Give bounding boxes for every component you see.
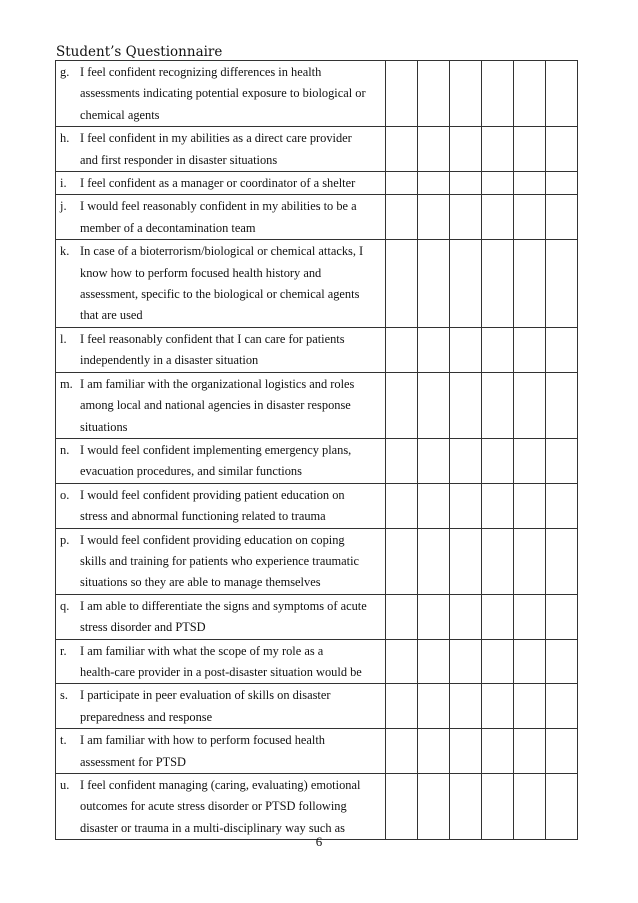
- item-text-line: I participate in peer evaluation of skills on disaster: [80, 688, 331, 703]
- rating-box-3[interactable]: [450, 172, 482, 195]
- item-text-line: situations so they are able to manage themselves: [80, 575, 321, 590]
- rating-box-6[interactable]: [546, 438, 578, 483]
- item-text-line: independently in a disaster situation: [80, 353, 259, 368]
- item-letter: o.: [60, 487, 70, 502]
- item-text-line: chemical agents: [80, 107, 160, 122]
- item-text-line: know how to perform focused health history and: [80, 265, 322, 280]
- rating-box-3[interactable]: [450, 327, 482, 372]
- item-text: [80, 485, 381, 528]
- rating-box-3[interactable]: [450, 684, 482, 729]
- rating-box-4[interactable]: [482, 483, 514, 528]
- rating-box-5[interactable]: [514, 172, 546, 195]
- rating-box-2[interactable]: [418, 240, 450, 328]
- item-letter: l.: [60, 331, 67, 346]
- rating-box-3[interactable]: [450, 483, 482, 528]
- rating-box-5[interactable]: [514, 127, 546, 172]
- item-text-line: outcomes for acute stress disorder or PTSD following: [80, 799, 347, 814]
- item-text-line: stress disorder and PTSD: [80, 620, 206, 635]
- table-row: [56, 774, 578, 840]
- rating-box-3[interactable]: [450, 195, 482, 240]
- table-row: [56, 240, 578, 328]
- question-cell: [56, 61, 386, 127]
- rating-box-2[interactable]: [418, 639, 450, 684]
- rating-box-5[interactable]: [514, 327, 546, 372]
- question-cell: [56, 127, 386, 172]
- table-row: [56, 438, 578, 483]
- item-text-line: I would feel confident implementing emergency plans,: [80, 442, 352, 457]
- rating-box-6[interactable]: [546, 684, 578, 729]
- page-number: 6: [315, 834, 323, 849]
- page-title: Student’s Questionnaire: [56, 44, 223, 60]
- rating-box-2[interactable]: [418, 684, 450, 729]
- item-letter: u.: [60, 778, 70, 792]
- rating-box-6[interactable]: [546, 127, 578, 172]
- question-cell: [56, 483, 386, 528]
- rating-box-3[interactable]: [450, 438, 482, 483]
- item-text: [80, 440, 381, 483]
- item-text-line: skills and training for patients who experience traumatic: [80, 553, 360, 568]
- rating-box-5[interactable]: [514, 195, 546, 240]
- rating-box-4[interactable]: [482, 61, 514, 127]
- item-letter: m.: [60, 376, 73, 391]
- rating-box-2[interactable]: [418, 528, 450, 594]
- item-text-line: assessment, specific to the biological or chemical agents: [80, 287, 360, 302]
- item-letter: s.: [60, 688, 68, 703]
- rating-box-3[interactable]: [450, 528, 482, 594]
- item-text: [80, 62, 381, 126]
- item-text: [80, 530, 381, 594]
- item-letter: g.: [60, 65, 70, 79]
- rating-box-1[interactable]: [386, 528, 418, 594]
- question-cell: [56, 372, 386, 438]
- item-text-line: I feel confident as a manager or coordinator of a shelter: [80, 176, 356, 191]
- item-text-line: I am familiar with the organizational logistics and roles: [80, 376, 355, 391]
- item-text: [80, 730, 381, 773]
- item-letter: j.: [60, 199, 67, 214]
- rating-box-2[interactable]: [418, 327, 450, 372]
- item-text-line: I feel confident in my abilities as a direct care provider: [80, 131, 352, 146]
- rating-box-6[interactable]: [546, 172, 578, 195]
- rating-box-4[interactable]: [482, 127, 514, 172]
- item-letter: p.: [60, 532, 70, 547]
- rating-box-1[interactable]: [386, 774, 418, 840]
- rating-box-3[interactable]: [450, 127, 482, 172]
- rating-box-6[interactable]: [546, 372, 578, 438]
- rating-box-1[interactable]: [386, 684, 418, 729]
- item-text-line: disaster or trauma in a multi-disciplinary way such as: [80, 820, 345, 835]
- item-text-line: that are used: [80, 308, 143, 323]
- item-text-line: evacuation procedures, and similar functions: [80, 464, 302, 479]
- rating-box-5[interactable]: [514, 438, 546, 483]
- question-cell: [56, 195, 386, 240]
- rating-box-1[interactable]: [386, 639, 418, 684]
- item-text-line: assessments indicating potential exposure to biological or: [80, 86, 366, 101]
- rating-box-3[interactable]: [450, 61, 482, 127]
- item-text: [80, 641, 381, 684]
- question-cell: [56, 594, 386, 639]
- item-text: [80, 329, 381, 372]
- question-cell: [56, 438, 386, 483]
- rating-box-5[interactable]: [514, 774, 546, 840]
- rating-box-4[interactable]: [482, 240, 514, 328]
- rating-box-1[interactable]: [386, 327, 418, 372]
- rating-box-2[interactable]: [418, 729, 450, 774]
- item-text-line: situations: [80, 419, 128, 434]
- rating-box-1[interactable]: [386, 240, 418, 328]
- rating-box-1[interactable]: [386, 172, 418, 195]
- rating-box-2[interactable]: [418, 61, 450, 127]
- question-cell: [56, 684, 386, 729]
- item-text-line: member of a decontamination team: [80, 220, 256, 235]
- rating-box-5[interactable]: [514, 684, 546, 729]
- item-letter: q.: [60, 598, 70, 613]
- rating-box-6[interactable]: [546, 594, 578, 639]
- rating-box-4[interactable]: [482, 528, 514, 594]
- rating-box-6[interactable]: [546, 61, 578, 127]
- question-cell: [56, 639, 386, 684]
- rating-box-3[interactable]: [450, 729, 482, 774]
- item-text-line: preparedness and response: [80, 709, 213, 724]
- item-text-line: I feel confident recognizing differences in health: [80, 65, 322, 79]
- rating-box-2[interactable]: [418, 438, 450, 483]
- item-text-line: I would feel confident providing patient education on: [80, 487, 345, 502]
- question-cell: [56, 327, 386, 372]
- questionnaire-table: [55, 60, 578, 840]
- rating-box-5[interactable]: [514, 372, 546, 438]
- rating-box-4[interactable]: [482, 172, 514, 195]
- question-cell: [56, 774, 386, 840]
- rating-box-1[interactable]: [386, 594, 418, 639]
- table-row: [56, 372, 578, 438]
- rating-box-2[interactable]: [418, 372, 450, 438]
- rating-box-2[interactable]: [418, 127, 450, 172]
- item-text-line: I feel confident managing (caring, evaluating) emotional: [80, 778, 361, 792]
- item-text-line: I would feel reasonably confident in my abilities to be a: [80, 199, 357, 214]
- rating-box-5[interactable]: [514, 594, 546, 639]
- item-text-line: and first responder in disaster situations: [80, 152, 278, 167]
- rating-box-6[interactable]: [546, 774, 578, 840]
- rating-box-3[interactable]: [450, 639, 482, 684]
- item-text-line: I am able to differentiate the signs and symptoms of acute: [80, 598, 367, 613]
- rating-box-4[interactable]: [482, 684, 514, 729]
- rating-box-2[interactable]: [418, 483, 450, 528]
- rating-box-5[interactable]: [514, 240, 546, 328]
- item-text: [80, 685, 381, 728]
- rating-box-4[interactable]: [482, 774, 514, 840]
- rating-box-6[interactable]: [546, 195, 578, 240]
- rating-box-6[interactable]: [546, 240, 578, 328]
- question-cell: [56, 528, 386, 594]
- rating-box-3[interactable]: [450, 774, 482, 840]
- item-text: [80, 196, 381, 239]
- rating-box-1[interactable]: [386, 195, 418, 240]
- item-text-line: In case of a bioterrorism/biological or chemical attacks, I: [80, 244, 364, 259]
- rating-box-3[interactable]: [450, 372, 482, 438]
- rating-box-2[interactable]: [418, 774, 450, 840]
- rating-box-6[interactable]: [546, 729, 578, 774]
- question-cell: [56, 172, 386, 195]
- rating-box-6[interactable]: [546, 327, 578, 372]
- item-letter: i.: [60, 176, 67, 191]
- rating-box-6[interactable]: [546, 483, 578, 528]
- rating-box-1[interactable]: [386, 61, 418, 127]
- item-letter: h.: [60, 131, 70, 146]
- rating-box-2[interactable]: [418, 195, 450, 240]
- item-text: [80, 173, 381, 194]
- rating-box-1[interactable]: [386, 438, 418, 483]
- item-letter: n.: [60, 442, 70, 457]
- rating-box-4[interactable]: [482, 639, 514, 684]
- table-row: [56, 639, 578, 684]
- table-row: [56, 684, 578, 729]
- rating-box-4[interactable]: [482, 195, 514, 240]
- rating-box-4[interactable]: [482, 327, 514, 372]
- table-row: [56, 729, 578, 774]
- item-text-line: I am familiar with how to perform focused health: [80, 733, 325, 748]
- table-row: [56, 195, 578, 240]
- rating-box-4[interactable]: [482, 372, 514, 438]
- rating-box-2[interactable]: [418, 172, 450, 195]
- rating-box-6[interactable]: [546, 639, 578, 684]
- item-text-line: I feel reasonably confident that I can care for patients: [80, 331, 345, 346]
- rating-box-3[interactable]: [450, 240, 482, 328]
- rating-box-4[interactable]: [482, 729, 514, 774]
- rating-box-1[interactable]: [386, 372, 418, 438]
- table-row: [56, 61, 578, 127]
- table-row: [56, 528, 578, 594]
- item-letter: r.: [60, 643, 67, 658]
- table-row: [56, 172, 578, 195]
- item-text-line: stress and abnormal functioning related to trauma: [80, 509, 326, 524]
- rating-box-1[interactable]: [386, 483, 418, 528]
- question-cell: [56, 729, 386, 774]
- rating-box-5[interactable]: [514, 483, 546, 528]
- rating-box-4[interactable]: [482, 438, 514, 483]
- item-text-line: I would feel confident providing education on coping: [80, 532, 345, 547]
- table-row: [56, 483, 578, 528]
- rating-box-5[interactable]: [514, 729, 546, 774]
- item-text: [80, 241, 381, 327]
- item-text: [80, 775, 381, 839]
- rating-box-5[interactable]: [514, 61, 546, 127]
- table-row: [56, 127, 578, 172]
- item-text-line: I am familiar with what the scope of my role as a: [80, 643, 324, 658]
- item-letter: t.: [60, 733, 67, 748]
- item-text: [80, 128, 381, 171]
- rating-box-2[interactable]: [418, 594, 450, 639]
- rating-box-1[interactable]: [386, 729, 418, 774]
- item-text-line: assessment for PTSD: [80, 754, 187, 769]
- rating-box-5[interactable]: [514, 639, 546, 684]
- table-row: [56, 594, 578, 639]
- item-text-line: health-care provider in a post-disaster situation would be: [80, 664, 362, 679]
- table-row: [56, 327, 578, 372]
- rating-box-3[interactable]: [450, 594, 482, 639]
- rating-box-4[interactable]: [482, 594, 514, 639]
- item-text: [80, 374, 381, 438]
- rating-box-1[interactable]: [386, 127, 418, 172]
- item-letter: k.: [60, 244, 70, 259]
- rating-box-6[interactable]: [546, 528, 578, 594]
- rating-box-5[interactable]: [514, 528, 546, 594]
- item-text: [80, 596, 381, 639]
- question-cell: [56, 240, 386, 328]
- item-text-line: among local and national agencies in disaster response: [80, 398, 351, 413]
